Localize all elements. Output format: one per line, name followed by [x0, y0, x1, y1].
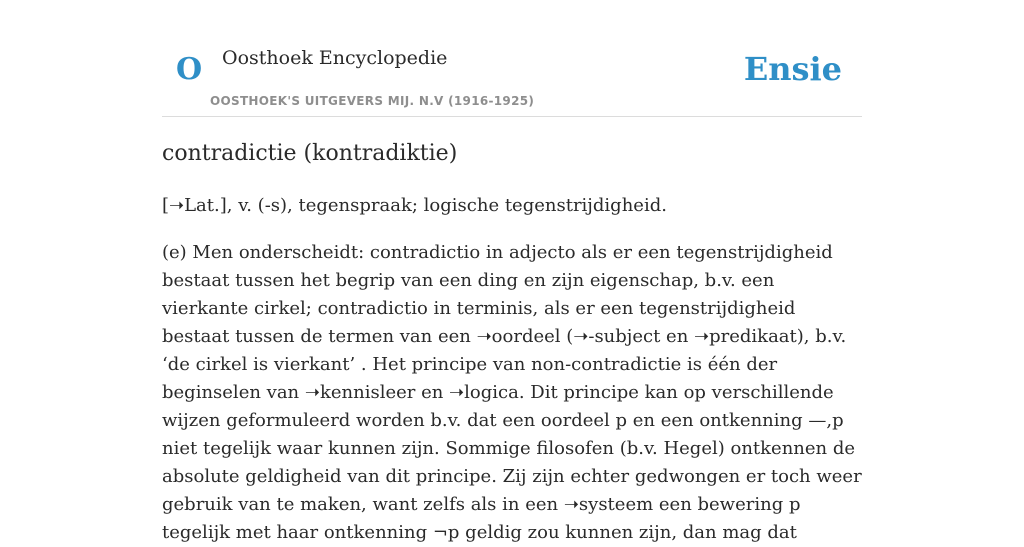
entry-definition: [➝Lat.], v. (-s), tegenspraak; logische tegenstrijdigheid.: [162, 195, 667, 216]
entry-body: (e) Men onderscheidt: contradictio in adjecto als er een tegenstrijdigheid bestaat tussen het begrip van een ding en zijn eigenschap, b.v. een vierkante cirkel; contradictio in terminis, als er een tegenstrijdigheid bestaat tussen de termen van een ➝oordeel (➝-subject en ➝predikaat), b.v. ‘de cirkel is vierkant’ . Het principe van non-contradictie is één der beginselen van ➝kennisleer en ➝logica. Dit principe kan op verschillende wijzen geformuleerd worden b.v. dat een oordeel p en een ontkenning —,p niet tegelijk waar kunnen zijn. Sommige filosofen (b.v. Hegel) ontkennen de absolute geldigheid van dit principe. Zij zijn echter gedwongen er toch weer gebruik van te maken, want zelfs als in een ➝systeem een bewering p tegelijk met haar ontkenning ¬p geldig zou kunnen zijn, dan mag dat: [162, 242, 862, 543]
book-title-link[interactable]: Oosthoek Encyclopedie: [222, 47, 448, 69]
publisher-label: OOSTHOEK'S UITGEVERS MIJ. N.V (1916-1925): [210, 94, 535, 108]
entry-title: contradictie (kontradiktie): [162, 141, 458, 166]
ensie-brand-logo[interactable]: Ensie: [743, 50, 842, 88]
site-header: [162, 0, 862, 117]
book-logo[interactable]: O: [176, 52, 203, 87]
entry-content: [162, 138, 862, 547]
